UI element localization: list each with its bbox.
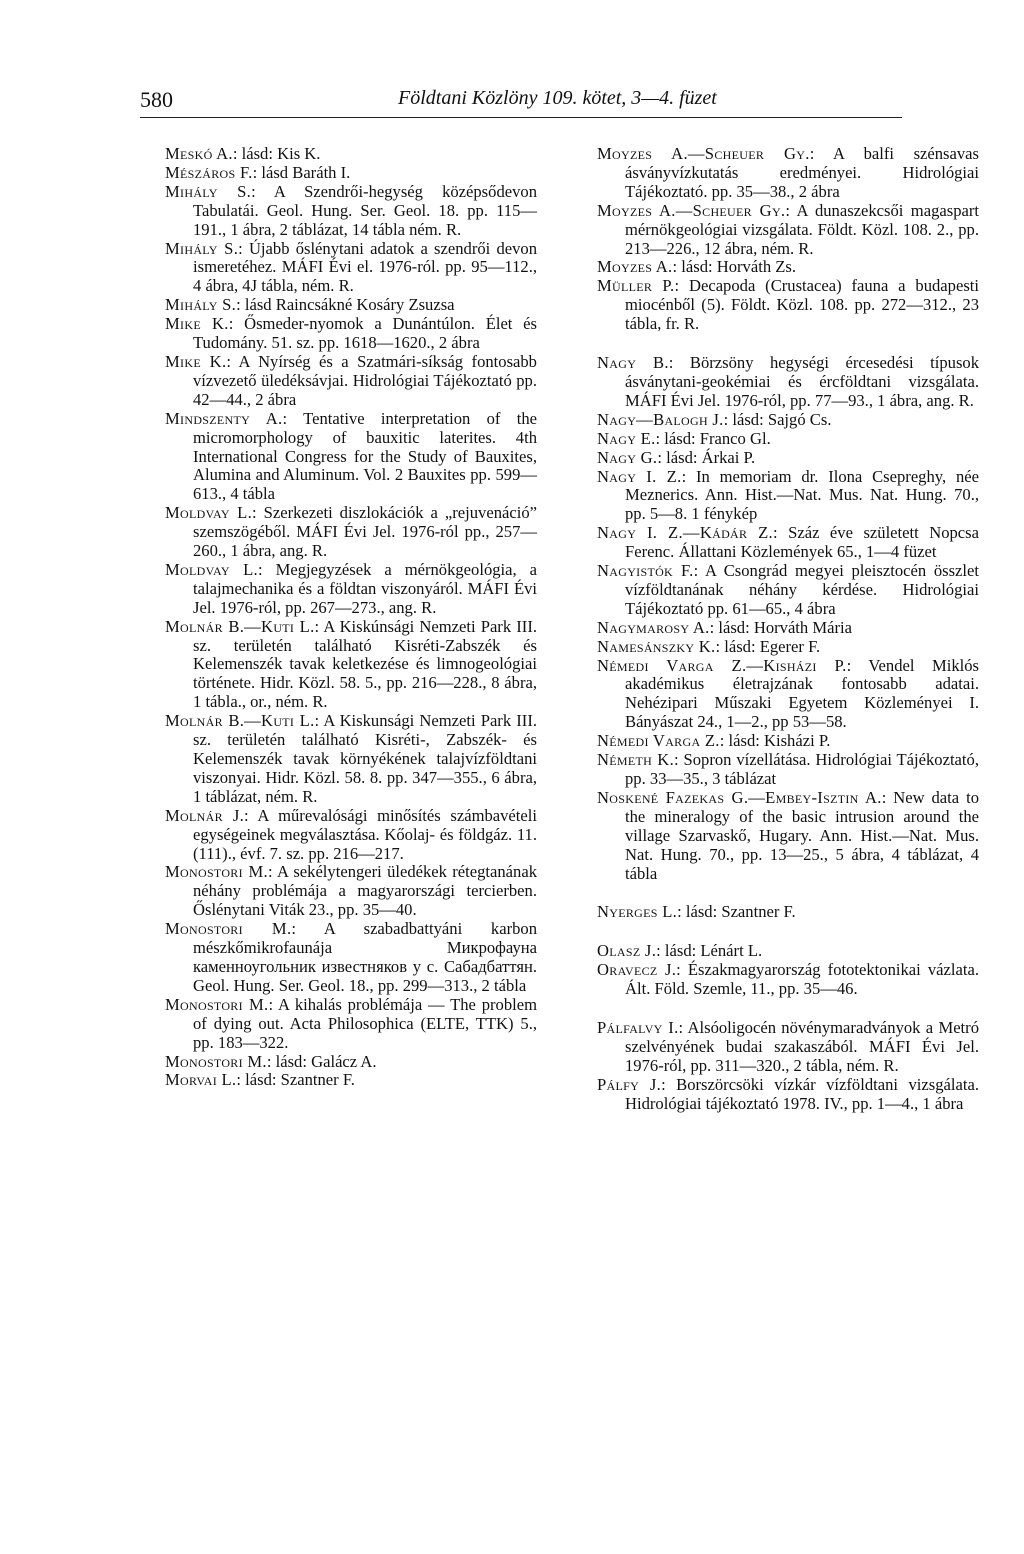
bibliography-entry — [597, 732, 979, 751]
entry-author: Noskené Fazekas G.—Embey-Isztin A. — [597, 787, 882, 807]
entry-text: : A szabadbattyáni karbon mészkőmikrofaunája Микрофауна каменноугольник известняков у с. Сабадбаттян. Geol. Hung. Ser. Geol. 18., pp. 299—313., 2 tábla — [193, 919, 537, 995]
entry-author: Nagy—Balogh J. — [597, 409, 724, 429]
entry-text: : Börzsöny hegységi ércesedési típusok ásványtani-geokémiai és ércföldtani vizsgálata. MÁFI Évi Jel. 1976-ról, pp. 77—93., 1 ábra, ang. R. — [625, 353, 979, 410]
entry-text: : Vendel Miklós akadémikus életrajzának fontosabb adatai. Nehézipari Műszaki Egyetem Közleményei I. Bányászat 24., 1—2., pp 53—58. — [625, 655, 979, 732]
entry-author: Nyerges L. — [597, 902, 678, 922]
bibliography-entry — [597, 430, 979, 449]
entry-author: Nagy B. — [597, 353, 669, 373]
entry-text: : lásd: Kisházi P. — [719, 731, 831, 751]
entry-text: : lásd: Lénárt L. — [656, 941, 763, 961]
bibliography-entry — [597, 258, 979, 277]
entry-text: : Szerkezeti diszlokációk a „rejuvenáció” szemszögéből. MÁFI Évi Jel. 1976-ról pp., 257—260., 1 ábra, ang. R. — [193, 503, 537, 561]
bibliography-entry — [597, 354, 979, 411]
bibliography-entry — [597, 619, 979, 638]
bibliography-entry — [165, 1071, 537, 1090]
entry-text: : A dunaszekcsői magaspart mérnökgeológiai vizsgálata. Földt. Közl. 108. 2., pp. 213—226., 12 ábra, ném. R. — [625, 200, 980, 258]
entry-author: Mihály S. — [165, 181, 252, 201]
entry-text: : Sopron vízellátása. Hidrológiai Tájékoztató, pp. 33—35., 3 táblázat — [625, 750, 979, 788]
bibliography-entry — [597, 145, 979, 202]
entry-text: : New data to the mineralogy of the basic intrusion around the village Szarvaskő, Hugary. Ann. Hist.—Nat. Mus. Nat. Hung. 70., pp. 13—25., 5 ábra, 4 táblázat, 4 tábla — [625, 787, 979, 883]
entry-text: : lásd Baráth I. — [252, 162, 351, 182]
bibliography-entry — [165, 145, 537, 164]
bibliography-entry — [597, 468, 979, 525]
bibliography-entry — [165, 807, 537, 864]
entry-text: : In memoriam dr. Ilona Csepreghy, née Meznerics. Ann. Hist.—Nat. Mus. Nat. Hung. 70., pp. 5—8. 1 fénykép — [625, 466, 979, 524]
left-column — [165, 145, 537, 1090]
entry-text: : Ősmeder-nyomok a Dunántúlon. Élet és Tudomány. 51. sz. pp. 1618—1620., 2 ábra — [193, 314, 537, 353]
entry-author: Pálfalvy I. — [597, 1018, 679, 1038]
bibliography-entry — [597, 961, 979, 999]
entry-author: Molnár B.—Kuti L. — [165, 711, 315, 731]
entry-author: Nagy I. Z. — [597, 466, 682, 486]
entry-author: Pálfy J. — [597, 1074, 662, 1094]
bibliography-entry — [597, 411, 979, 430]
entry-text: : Tentative interpretation of the micromorphology of bauxitic laterites. 4th International Congress for the Study of Bauxites, Alumina and Aluminum. Vol. 2 Bauxites pp. 599—613., 4 tábla — [193, 408, 537, 504]
entry-author: Monostori M. — [165, 994, 269, 1014]
entry-author: Moldvay L. — [165, 559, 259, 579]
entry-author: Mihály S. — [165, 238, 239, 258]
entry-text: : lásd: Árkai P. — [657, 447, 756, 467]
entry-text: : A műrevalósági minősítés számbavételi egységeinek megválasztása. Kőolaj- és földgáz. 11. (111)., évf. 7. sz. pp. 216—217. — [193, 805, 537, 863]
entry-author: Nagy I. Z.—Kádár Z. — [597, 523, 773, 543]
entry-author: Morvai L. — [165, 1070, 237, 1090]
bibliography-entry — [597, 1019, 979, 1076]
entry-text: : A sekélytengeri üledékek rétegtanának néhány problémája a magyarországi tercierben. Őslénytani Viták 23., pp. 35—40. — [193, 862, 537, 920]
entry-author: Monostori M. — [165, 919, 292, 939]
entry-text: : A kihalás problémája — The problem of dying out. Acta Philosophica (ELTE, TTK) 5., pp. 183—322. — [193, 994, 538, 1052]
entry-text: : lásd Raincsákné Kosáry Zsuzsa — [236, 295, 455, 315]
bibliography-entry — [165, 315, 537, 353]
entry-author: Mészáros F. — [165, 162, 253, 182]
entry-text: : A Kiskúnsági Nemzeti Park III. sz. területén található Kisréti-Zabszék és Kelemenszék tavak keletkezése és limnogeológiai története. Hidr. Közl. 58. 5., pp. 216—228., 8 ábra, 1 tábla., or., ném. R. — [193, 616, 537, 712]
entry-text: : lásd: Galácz A. — [266, 1051, 377, 1071]
bibliography-entry — [597, 657, 979, 733]
entry-author: Nagy E. — [597, 428, 656, 448]
bibliography-entry — [165, 863, 537, 920]
entry-text: : lásd: Horváth Zs. — [672, 257, 797, 277]
entry-text: : lásd: Kis K. — [232, 144, 321, 163]
entry-author: Némedi Varga Z. — [597, 731, 720, 751]
bibliography-entry — [165, 353, 537, 410]
entry-text: : Megjegyzések a mérnökgeológia, a talajmechanika és a földtan viszonyáról. MÁFI Évi Jel. 1976-ról, pp. 267—273., ang. R. — [193, 559, 537, 617]
entry-text: : A balfi szénsavas ásványvízkutatás eredményei. Hidrológiai Tájékoztató. pp. 35—38., 2 ábra — [625, 144, 980, 201]
entry-text: : lásd: Szantner F. — [677, 902, 796, 922]
entry-author: Moldvay L. — [165, 503, 253, 523]
bibliography-entry — [165, 183, 537, 240]
entry-text: : Decapoda (Crustacea) fauna a budapesti miocénből (5). Földt. Közl. 108. pp. 272—312., 23 tábla, fr. R. — [625, 276, 979, 334]
page-number: 580 — [140, 87, 173, 112]
bibliography-entry — [597, 789, 979, 884]
entry-author: Mike K. — [165, 314, 229, 334]
entry-text: : A Kiskunsági Nemzeti Park III. sz. területén található Kisréti-, Zabszék- és Kelemenszék tavak környékének talajvízföldtani viszonyai. Hidr. Közl. 58. 8. pp. 347—355., 6 ábra, 1 táblázat, ném. R. — [193, 711, 537, 806]
bibliography-entry — [597, 638, 979, 657]
bibliography-entry — [597, 903, 979, 922]
journal-title: Földtani Közlöny 109. kötet, 3—4. füzet — [398, 87, 717, 109]
entry-author: Monostori M. — [165, 1051, 267, 1071]
right-column — [597, 145, 979, 1114]
entry-author: Nagy G. — [597, 447, 658, 467]
bibliography-entry — [165, 996, 537, 1053]
bibliography-entry — [597, 751, 979, 789]
bibliography-entry — [165, 240, 537, 297]
entry-author: Molnár J. — [165, 805, 245, 825]
entry-author: Molnár B.—Kuti L. — [165, 616, 315, 636]
entry-author: Moyzes A.—Scheuer Gy. — [597, 144, 810, 163]
entry-author: Nagymarosy A. — [597, 617, 710, 637]
entry-author: Moyzes A.—Scheuer Gy. — [597, 200, 786, 220]
entry-text: : lásd: Horváth Mária — [709, 617, 852, 637]
bibliography-entry — [597, 1076, 979, 1114]
entry-text: : A Szendrői-hegység középsődevon Tabulatái. Geol. Hung. Ser. Geol. 18. pp. 115—191., 1 ábra, 2 táblázat, 14 tábla ném. R. — [193, 181, 537, 239]
bibliography-entry — [597, 277, 979, 334]
entry-author: Namesánszky K. — [597, 636, 716, 656]
entry-text: : lásd: Egerer F. — [715, 636, 821, 656]
entry-author: Nagyistók F. — [597, 561, 694, 581]
bibliography-entry — [165, 504, 537, 561]
entry-author: Mihály S. — [165, 295, 237, 315]
entry-text: : lásd: Franco Gl. — [655, 428, 771, 448]
bibliography-entry — [165, 296, 537, 315]
entry-author: Monostori M. — [165, 862, 268, 882]
bibliography-entry — [165, 561, 537, 618]
entry-text: : Alsóoligocén növénymaradványok a Metró szelvényének budai szakaszából. MÁFI Évi Jel. 1976-ról, pp. 311—320., 2 tábla, ném. R. — [625, 1018, 979, 1075]
entry-author: Olasz J. — [597, 941, 657, 961]
bibliography-entry — [597, 202, 979, 259]
entry-author: Oravecz J. — [597, 960, 677, 980]
entry-text: : A Nyírség és a Szatmári-síkság fontosabb vízvezető üledéksávjai. Hidrológiai Tájékoztató pp. 42—44., 2 ábra — [193, 351, 537, 409]
bibliography-entry — [597, 524, 979, 562]
entry-text: : lásd: Szantner F. — [236, 1070, 355, 1090]
entry-author: Moyzes A. — [597, 257, 673, 277]
entry-author: Mike K. — [165, 351, 227, 371]
entry-text: : lásd: Sajgó Cs. — [723, 409, 832, 429]
entry-author: Mindszenty A. — [165, 408, 283, 428]
entry-author: Meskó A. — [165, 144, 233, 163]
page-header — [140, 87, 902, 118]
entry-text: : A Csongrád megyei pleisztocén összlet vízföldtanának néhány kérdése. Hidrológiai Tájékoztató pp. 61—65., 4 ábra — [625, 561, 979, 618]
bibliography-entry — [165, 920, 537, 996]
entry-author: Némedi Varga Z.—Kisházi P. — [597, 655, 847, 675]
entry-text: : Borszörcsöki vízkár vízföldtani vizsgálata. Hidrológiai tájékoztató 1978. IV., pp. 1—4., 1 ábra — [625, 1074, 979, 1113]
bibliography-entry — [165, 712, 537, 807]
bibliography-entry — [597, 942, 979, 961]
bibliography-entry — [165, 410, 537, 505]
entry-author: Németh K. — [597, 750, 675, 770]
entry-text: : Újabb őslénytani adatok a szendrői devon ismeretéhez. MÁFI Évi el. 1976-ról. pp. 95—112., 4 ábra, 4J tábla, ném. R. — [193, 238, 538, 296]
bibliography-entry — [597, 449, 979, 468]
entry-author: Müller P. — [597, 276, 675, 296]
entry-text: : Északmagyarország fototektonikai vázlata. Ált. Föld. Szemle, 11., pp. 35—46. — [625, 960, 979, 999]
bibliography-entry — [165, 618, 537, 713]
bibliography-entry — [165, 1053, 537, 1072]
bibliography-entry — [165, 164, 537, 183]
bibliography-entry — [597, 562, 979, 619]
entry-text: : Száz éve született Nopcsa Ferenc. Állattani Közlemények 65., 1—4 füzet — [625, 523, 979, 562]
